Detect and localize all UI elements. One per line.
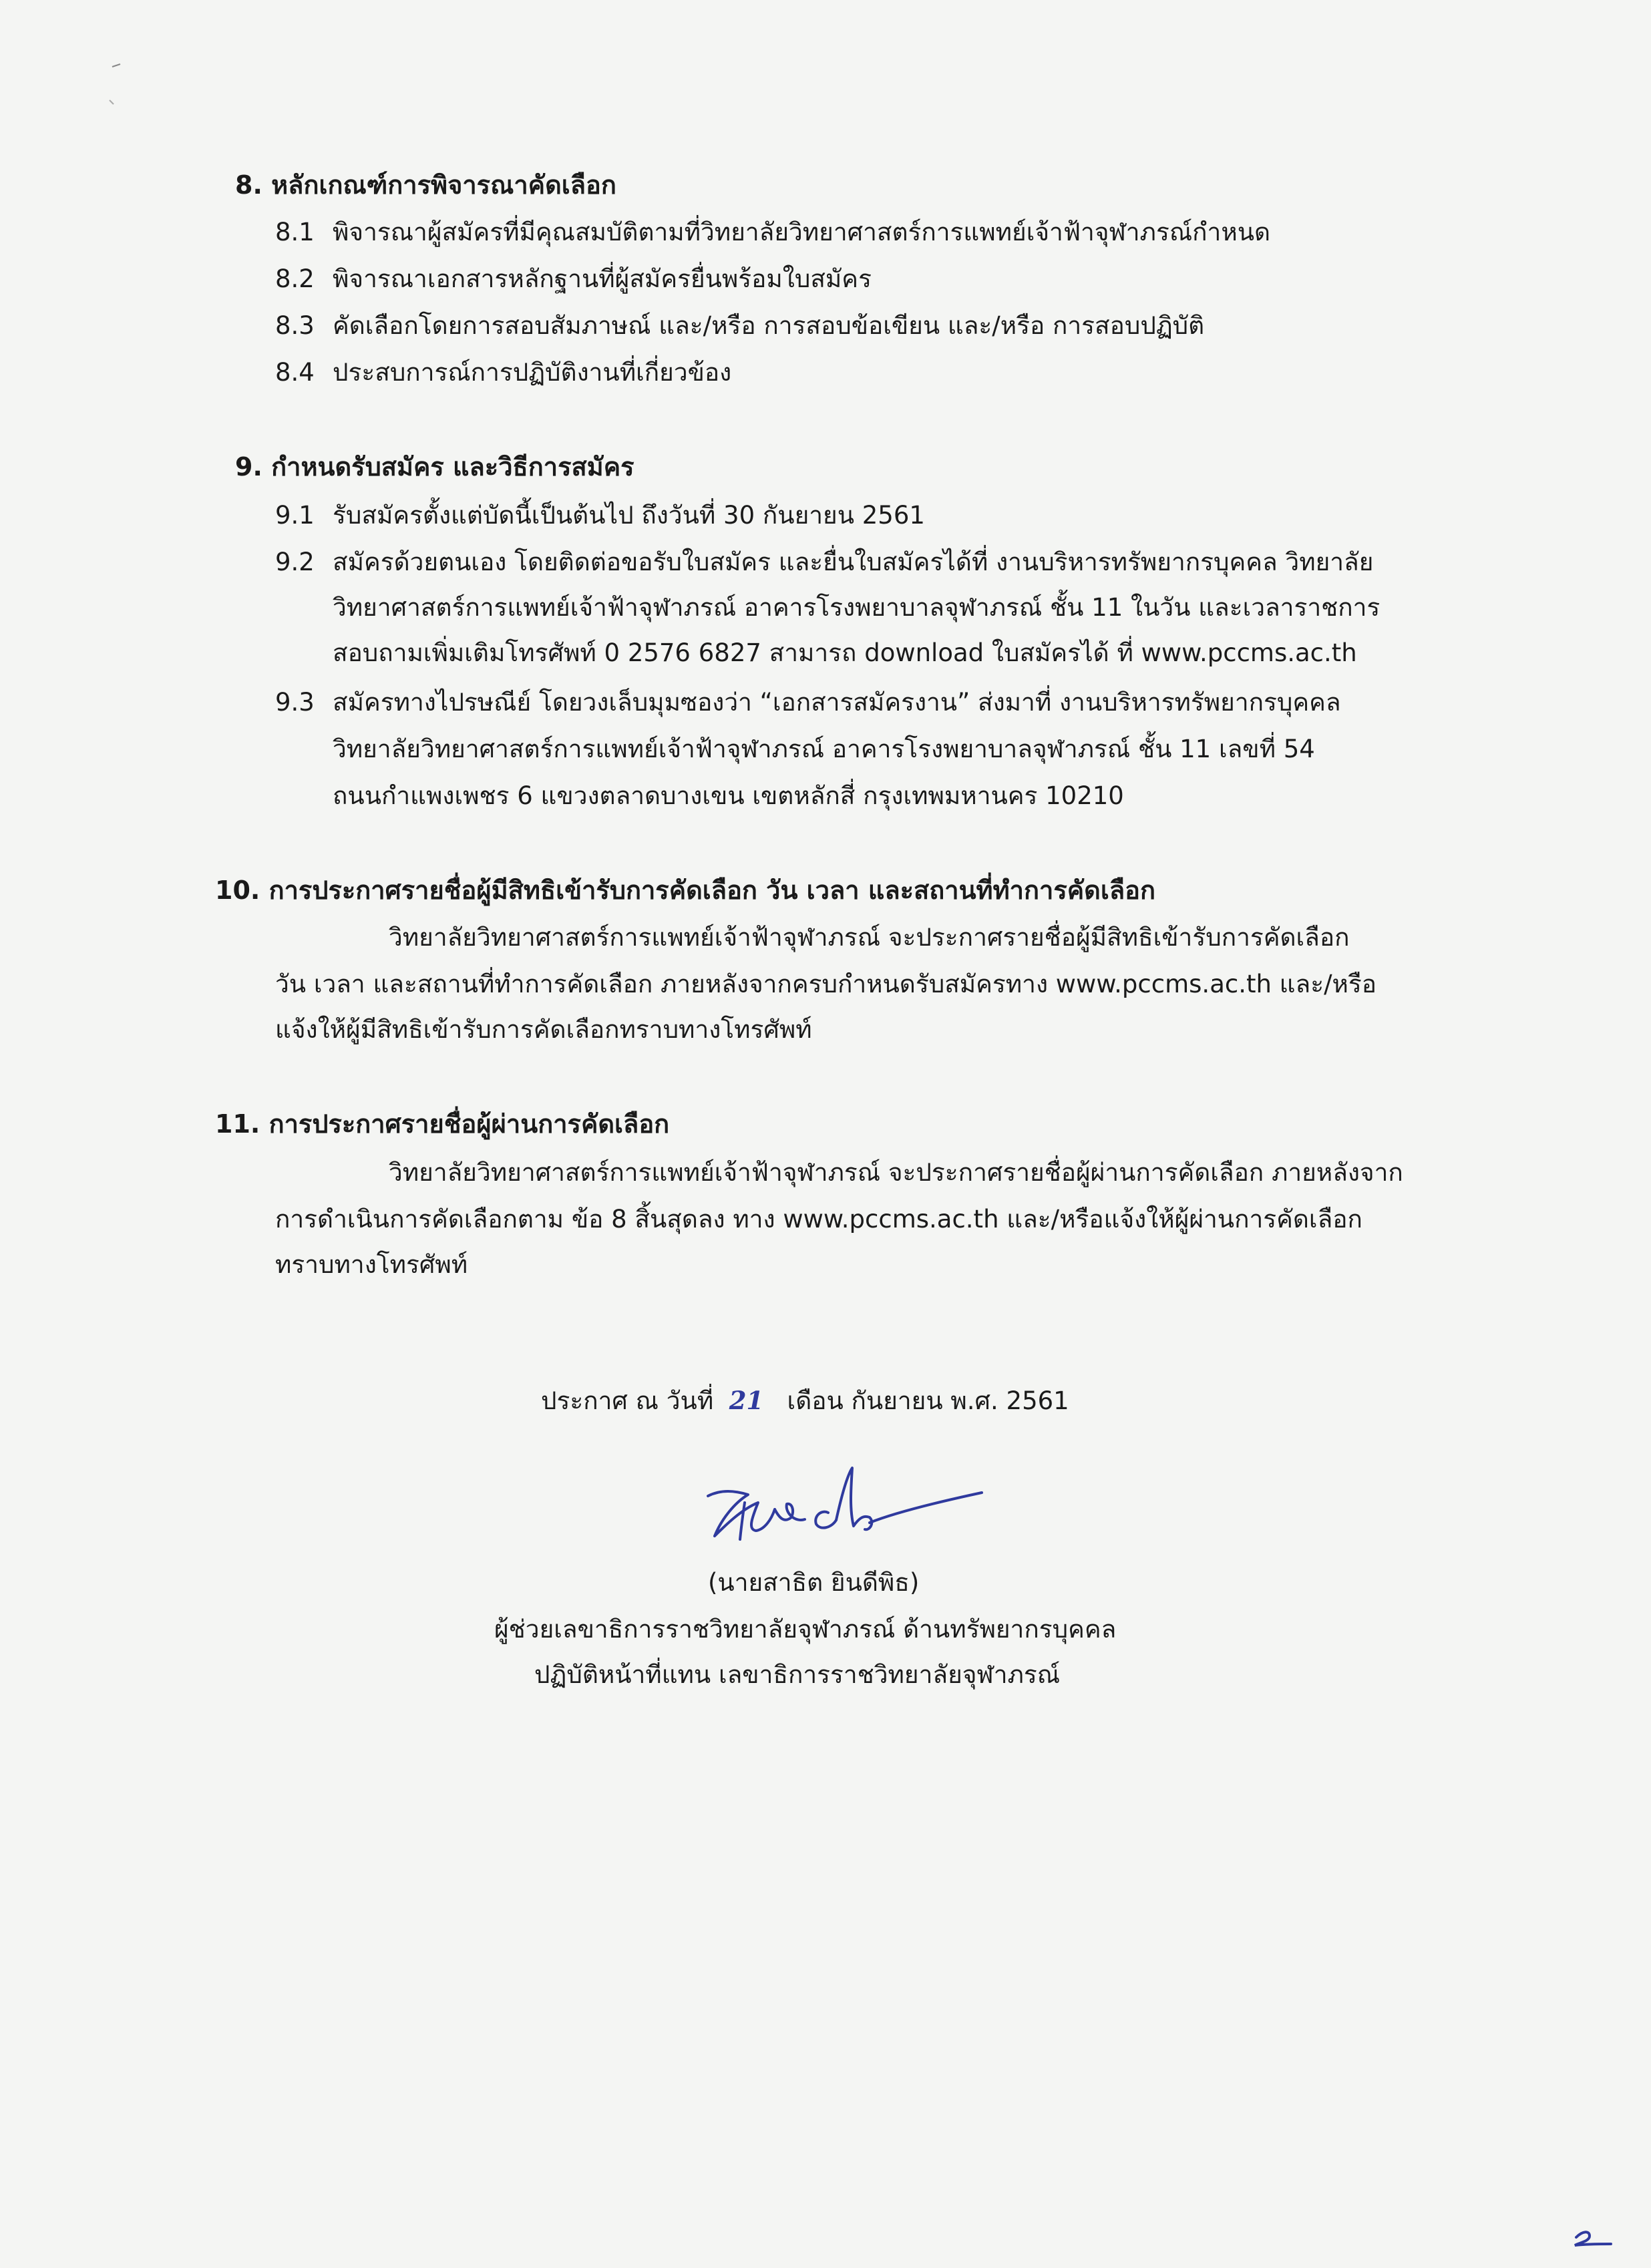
section-8-heading: 8. หลักเกณฑ์การพิจารณาคัดเลือก <box>235 170 616 200</box>
section-9-item-continuation: วิทยาลัยวิทยาศาสตร์การแพทย์เจ้าฟ้าจุฬาภรณ์ อาคารโรงพยาบาลจุฬาภรณ์ ชั้น 11 เลขที่ 54 <box>333 735 1315 763</box>
section-9-heading: 9. กำหนดรับสมัคร และวิธีการสมัคร <box>235 452 634 482</box>
section-11-paragraph-line: การดำเนินการคัดเลือกตาม ข้อ 8 สิ้นสุดลง ทาง www.pccms.ac.th และ/หรือแจ้งให้ผู้ผ่านการคัดเลือก <box>275 1205 1362 1234</box>
section-10-paragraph-line: วัน เวลา และสถานที่ทำการคัดเลือก ภายหลังจากครบกำหนดรับสมัครทาง www.pccms.ac.th และ/หรือ <box>275 970 1377 998</box>
section-9-item-continuation: วิทยาศาสตร์การแพทย์เจ้าฟ้าจุฬาภรณ์ อาคารโรงพยาบาลจุฬาภรณ์ ชั้น 11 ในวัน และเวลาราชการ <box>333 593 1381 622</box>
section-9-item: 9.3 สมัครทางไปรษณีย์ โดยวงเล็บมุมซองว่า “เอกสารสมัครงาน” ส่งมาที่ งานบริหารทรัพยากรบุคคล <box>275 688 1341 717</box>
section-8-item: 8.4 ประสบการณ์การปฏิบัติงานที่เกี่ยวข้อง <box>275 358 732 387</box>
announcement-date: ประกาศ ณ วันที่ 21 เดือน กันยายน พ.ศ. 2561 <box>541 1386 1069 1415</box>
handwritten-day: 21 <box>729 1386 764 1415</box>
page-mark-icon <box>1570 2224 1616 2251</box>
section-11-paragraph-line: ทราบทางโทรศัพท์ <box>275 1250 468 1279</box>
section-9-item: 9.2 สมัครด้วยตนเอง โดยติดต่อขอรับใบสมัคร และยื่นใบสมัครได้ที่ งานบริหารทรัพยากรบุคคล วิทยาลัย <box>275 548 1374 576</box>
section-9-item: 9.1 รับสมัครตั้งแต่บัดนี้เป็นต้นไป ถึงวันที่ 30 กันยายน 2561 <box>275 501 925 530</box>
scan-speck <box>107 60 147 114</box>
section-9-item-continuation: ถนนกำแพงเพชร 6 แขวงตลาดบางเขน เขตหลักสี่ กรุงเทพมหานคร 10210 <box>333 781 1124 810</box>
signatory-position: ผู้ช่วยเลขาธิการราชวิทยาลัยจุฬาภรณ์ ด้านทรัพยากรบุคคล <box>494 1615 1117 1644</box>
section-8-item: 8.1 พิจารณาผู้สมัครที่มีคุณสมบัติตามที่วิทยาลัยวิทยาศาสตร์การแพทย์เจ้าฟ้าจุฬาภรณ์กำหนด <box>275 218 1271 246</box>
section-11-heading: 11. การประกาศรายชื่อผู้ผ่านการคัดเลือก <box>215 1109 670 1139</box>
section-9-item-continuation: สอบถามเพิ่มเติมโทรศัพท์ 0 2576 6827 สามารถ download ใบสมัครได้ ที่ www.pccms.ac.th <box>333 638 1357 667</box>
section-10-paragraph-line: แจ้งให้ผู้มีสิทธิเข้ารับการคัดเลือกทราบทางโทรศัพท์ <box>275 1015 812 1044</box>
section-11-paragraph-line: วิทยาลัยวิทยาศาสตร์การแพทย์เจ้าฟ้าจุฬาภรณ์ จะประกาศรายชื่อผู้ผ่านการคัดเลือก ภายหลังจาก <box>389 1158 1403 1187</box>
section-8-item: 8.2 พิจารณาเอกสารหลักฐานที่ผู้สมัครยื่นพร้อมใบสมัคร <box>275 264 872 293</box>
signatory-acting-position: ปฏิบัติหน้าที่แทน เลขาธิการราชวิทยาลัยจุฬาภรณ์ <box>534 1660 1061 1689</box>
section-8-item: 8.3 คัดเลือกโดยการสอบสัมภาษณ์ และ/หรือ การสอบข้อเขียน และ/หรือ การสอบปฏิบัติ <box>275 311 1205 340</box>
section-10-heading: 10. การประกาศรายชื่อผู้มีสิทธิเข้ารับการคัดเลือก วัน เวลา และสถานที่ทำการคัดเลือก <box>215 876 1155 905</box>
signature-image <box>695 1456 1029 1576</box>
signatory-name: (นายสาธิต ยินดีพิธ) <box>708 1568 920 1597</box>
section-10-paragraph-line: วิทยาลัยวิทยาศาสตร์การแพทย์เจ้าฟ้าจุฬาภรณ์ จะประกาศรายชื่อผู้มีสิทธิเข้ารับการคัดเลือก <box>389 923 1350 952</box>
